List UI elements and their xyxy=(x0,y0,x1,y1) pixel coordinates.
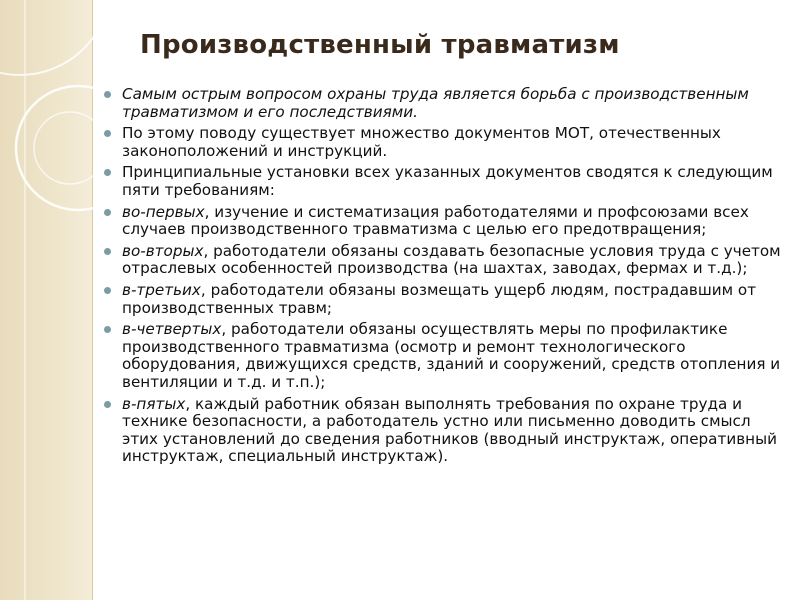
bullet-lead: во-вторых xyxy=(122,241,204,260)
bullet-dot-icon xyxy=(104,169,111,176)
bullet-text: , работодатели обязаны осуществлять меры по профилактике производственного травматизма (осмотр и ремонт технологического оборудования, движущихся средств, зданий и сооружений, средств отопления и вентиляции и т.д. и т.п.); xyxy=(122,320,781,391)
bullet-dot-icon xyxy=(104,130,111,137)
bullet-dot-icon xyxy=(104,91,111,98)
bullet-item xyxy=(104,243,784,278)
deco-circle-top xyxy=(0,0,110,75)
bullet-list xyxy=(104,86,784,470)
bullet-item xyxy=(104,396,784,466)
bullet-lead: в-третьих xyxy=(122,280,201,299)
bullet-item xyxy=(104,204,784,239)
bullet-text: , изучение и систематизация работодателями и профсоюзами всех случаев производственного травматизма с целью его предотвращения; xyxy=(122,202,749,239)
bullet-dot-icon xyxy=(104,209,111,216)
deco-circle-small xyxy=(34,112,106,184)
bullet-lead: во-первых xyxy=(122,202,205,221)
bullet-lead: в-четвертых xyxy=(122,320,222,339)
bullet-dot-icon xyxy=(104,287,111,294)
bullet-text: Принципиальные установки всех указанных документов сводятся к следующим пяти требованиям: xyxy=(122,163,773,199)
bullet-item xyxy=(104,282,784,317)
bullet-text: , работодатели обязаны возмещать ущерб людям, пострадавшим от производственных травм; xyxy=(122,280,757,317)
bullet-lead: в-пятых xyxy=(122,394,186,413)
bullet-text: , работодатели обязаны создавать безопасные условия труда с учетом отраслевых особенностей производства (на шахтах, заводах, фермах и т.д.); xyxy=(122,241,781,278)
bullet-text: По этому поводу существует множество документов МОТ, отечественных законоположений и инструкций. xyxy=(122,124,721,160)
bullet-dot-icon xyxy=(104,326,111,333)
bullet-item xyxy=(104,86,784,121)
bullet-lead: Самым острым вопросом охраны труда является борьба с производственным травматизмом и его последствиями. xyxy=(122,85,749,121)
bullet-text: , каждый работник обязан выполнять требования по охране труда и технике безопасности, а работодатель устно или письменно доводить смысл этих установлений до сведения работников (вводный инструктаж, оперативный инструктаж, специальный инструктаж). xyxy=(122,394,777,466)
bullet-item xyxy=(104,164,784,199)
slide-title: Производственный травматизм xyxy=(140,30,620,60)
bullet-item xyxy=(104,125,784,160)
bullet-dot-icon xyxy=(104,401,111,408)
bullet-item xyxy=(104,321,784,391)
bullet-dot-icon xyxy=(104,248,111,255)
